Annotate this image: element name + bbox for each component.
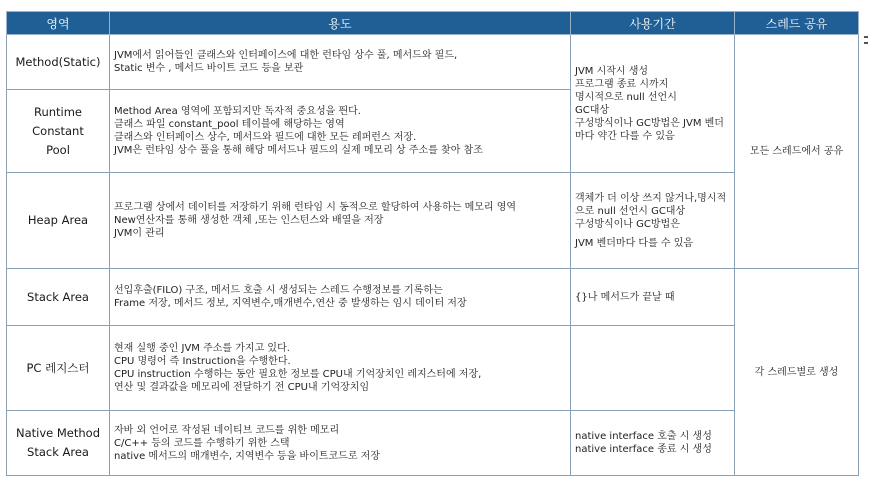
area-cell [7,269,110,326]
area-name: Stack Area [27,289,89,304]
thread-share-cell-shared [735,35,859,269]
period-line: native interface 종료 시 생성 [575,444,712,455]
usage-line: CPU instruction 수행하는 동안 필요한 정보를 CPU내 기억장치인 레지스터에 저장, [114,369,482,380]
table-row-method-static [7,35,859,90]
period-cell [571,269,735,326]
usage-cell [110,326,571,411]
period-cell [571,411,735,476]
usage-line: Static 변수 , 메서드 바이트 코드 등을 보관 [114,63,304,74]
area-name: Heap Area [27,213,89,227]
area-cell [7,411,110,476]
usage-cell [110,90,571,173]
usage-line: 현재 실행 중인 JVM 주소를 가지고 있다. [114,343,290,354]
usage-line: JVM은 런타임 상수 풀을 통해 해당 메서드나 필드의 실제 메모리 상 주소를 찾아 참조 [114,145,483,156]
area-cell [7,326,110,411]
header-thread-share: 스레드 공유 [735,12,859,35]
period-line: GC대상 [575,104,610,116]
usage-line: JVM에서 읽어들인 클래스와 인터페이스에 대한 런타임 상수 풀, 메서드와 필드, [114,50,458,61]
area-name-line: Stack Area [27,445,89,459]
usage-cell [110,411,571,476]
area-name-line: Constant [32,123,84,138]
usage-line: native 메서드의 매개변수, 지역변수 등을 바이트코드로 저장 [114,450,381,462]
period-line: 명시적으로 null 선언시 [575,91,677,103]
thread-share-text: 모든 스레드에서 공유 [749,146,844,157]
table-row-heap-area [7,173,859,269]
period-cell-empty [571,326,735,411]
thread-share-cell-per-thread [735,269,859,476]
area-name-line: Native Method [15,426,101,440]
area-name: Method(Static) [15,54,101,69]
usage-line: 프로그램 상에서 데이터를 저장하기 위해 런타임 시 동적으로 할당하여 사용하는 메모리 영역 [114,202,517,213]
period-line: {}나 메서드가 끝날 때 [575,291,675,303]
thread-share-text: 각 스레드별로 생성 [754,366,839,378]
period-cell [571,173,735,269]
jvm-memory-area-table [6,11,859,476]
area-cell [7,90,110,173]
period-line: native interface 호출 시 생성 [575,431,712,442]
memory-area-table-container [6,11,859,476]
usage-line: 클래스 파일 constant_pool 테이블에 해당하는 영역 [114,119,345,130]
area-cell [7,35,110,90]
period-line: JVM 시작시 생성 [575,65,649,77]
table-row-stack-area [7,269,859,326]
table-header-row [7,12,859,35]
header-usage: 용도 [110,12,571,35]
area-name-line: Runtime [33,104,83,119]
area-name-line: Pool [46,142,70,157]
period-line: 프로그램 종료 시까지 [575,78,669,90]
usage-cell [110,269,571,326]
usage-line: 자바 외 언어로 작성된 네이티브 코드를 위한 메모리 [114,424,340,436]
usage-line: New연산자를 통해 생성한 객체 ,또는 인스턴스와 배열을 저장 [114,215,384,226]
header-area: 영역 [7,12,110,35]
usage-cell [110,173,571,269]
usage-line: 연산 및 결과값을 메모리에 전달하기 전 CPU내 기억장치임 [114,382,370,393]
period-line: 객체가 더 이상 쓰지 않거나,명시적으로 null 선언시 GC대상 [575,192,727,217]
usage-cell [110,35,571,90]
area-cell [7,173,110,269]
header-period: 사용기간 [571,12,735,35]
usage-line: CPU 명령어 즉 Instruction을 수행한다. [114,356,291,367]
period-line: 구성방식이나 GC방법은 JVM 벤더마다 약간 다를 수 있음 [575,117,724,142]
usage-line: Method Area 영역에 포함되지만 독자적 중요성을 띈다. [114,106,361,117]
usage-line: JVM이 관리 [114,228,165,239]
usage-line: 클래스와 인터페이스 상수, 메서드와 필드에 대한 모든 레퍼런스 저장. [114,132,417,143]
table-row-pc-register [7,326,859,411]
period-line: 구성방식이나 GC방법은 [575,218,680,230]
period-line: JVM 벤더마다 다를 수 있음 [575,237,694,249]
usage-line: C/C++ 등의 코드를 수행하기 위한 스택 [114,437,290,449]
scroll-indicator-icon [864,36,868,50]
usage-line: Frame 저장, 메서드 정보, 지역변수,매개변수,연산 중 발생하는 임시 데이터 저장 [114,298,467,309]
usage-line: 선입후출(FILO) 구조, 메서드 호출 시 생성되는 스레드 수행정보를 기록하는 [114,285,443,296]
area-name: PC 레지스터 [26,360,90,375]
table-row-native-method-stack [7,411,859,476]
period-cell-merged [571,35,735,173]
